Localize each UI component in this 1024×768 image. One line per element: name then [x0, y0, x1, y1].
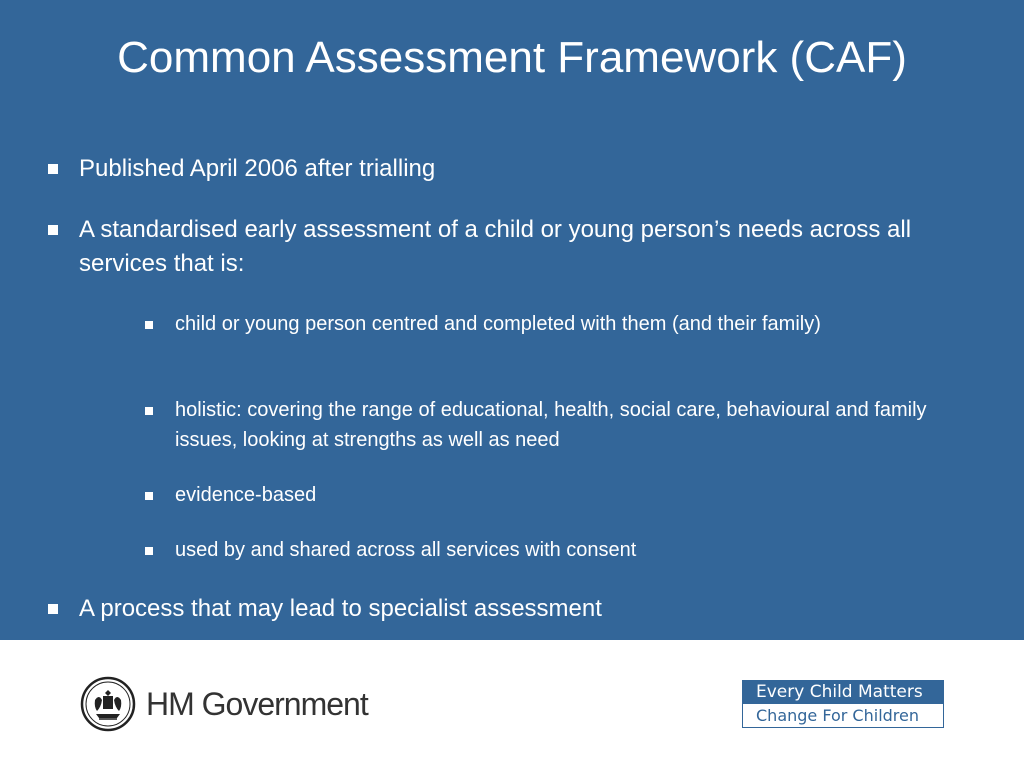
square-bullet-icon: [48, 164, 58, 174]
ecm-title: Every Child Matters: [743, 681, 943, 704]
square-bullet-icon: [145, 492, 153, 500]
ecm-subtitle: Change For Children: [743, 704, 943, 727]
hm-government-logo: [80, 676, 368, 732]
sub-bullet-text: holistic: covering the range of educational, health, social care, behavioural and family issues, looking at strengths as well as need: [175, 399, 927, 451]
square-bullet-icon: [145, 321, 153, 329]
bullet-item: [48, 152, 948, 186]
bullet-text: Published April 2006 after trialling: [79, 155, 436, 182]
square-bullet-icon: [145, 547, 153, 555]
bullet-text: A process that may lead to specialist assessment: [79, 595, 602, 622]
sub-bullet-text: evidence-based: [175, 484, 317, 506]
bullet-item: [48, 592, 948, 626]
sub-bullet-item: [145, 395, 945, 455]
bullet-item: [48, 213, 948, 281]
square-bullet-icon: [48, 225, 58, 235]
every-child-matters-logo: [742, 680, 944, 728]
bullet-text: A standardised early assessment of a child or young person’s needs across all services that is:: [79, 216, 912, 277]
square-bullet-icon: [145, 407, 153, 415]
sub-bullet-item: [145, 480, 945, 510]
sub-bullet-text: used by and shared across all services with consent: [175, 539, 637, 561]
sub-bullet-text: child or young person centred and completed with them (and their family): [175, 313, 821, 335]
royal-coat-of-arms-icon: [80, 676, 136, 732]
slide-title: Common Assessment Framework (CAF): [117, 33, 907, 82]
sub-bullet-item: [145, 309, 945, 339]
sub-bullet-item: [145, 535, 945, 565]
hm-government-label: HM Government: [146, 685, 368, 722]
square-bullet-icon: [48, 604, 58, 614]
